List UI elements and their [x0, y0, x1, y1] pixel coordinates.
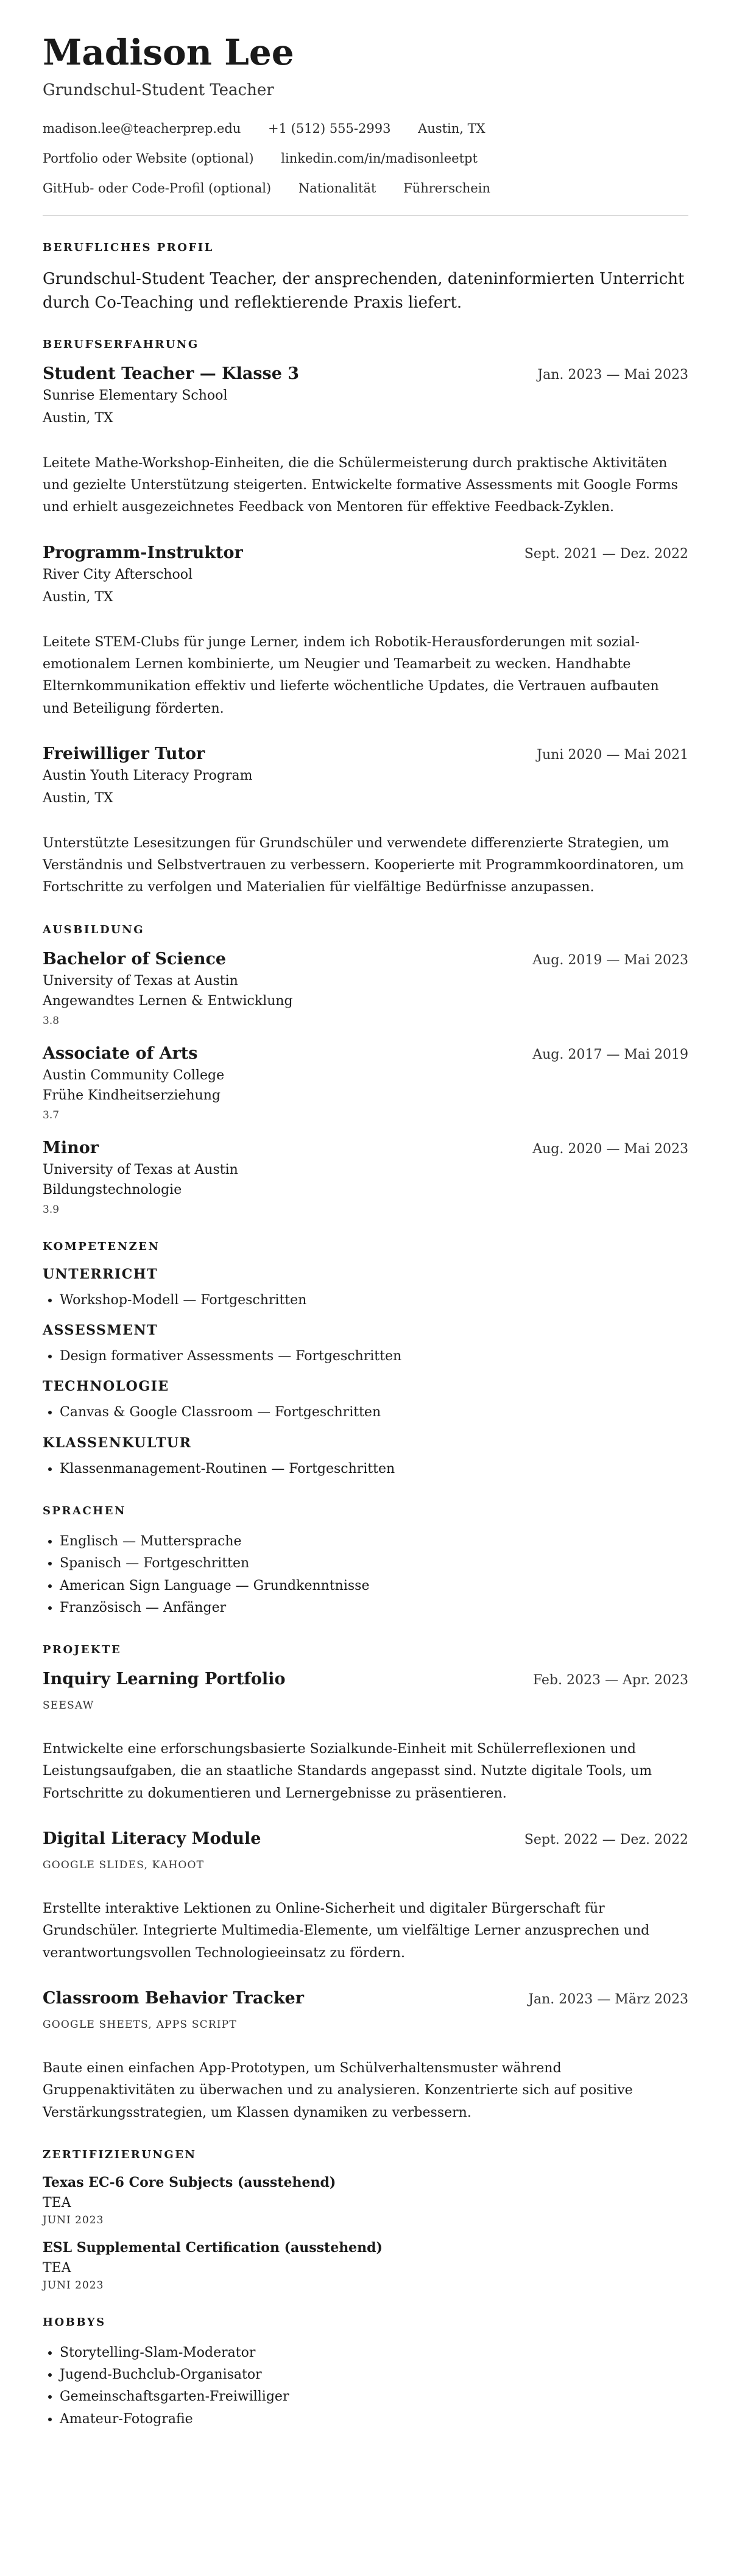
contact-line-2	[43, 151, 688, 166]
contact-line-3	[43, 181, 688, 196]
languages-section	[43, 1505, 688, 1619]
field-of-study: Bildungstechnologie	[43, 1182, 182, 1198]
job-location: Austin, TX	[43, 410, 113, 426]
project-tech: GOOGLE SLIDES, KAHOOT	[43, 1859, 205, 1872]
skill-item: • Canvas & Google Classroom — Fortgeschritten	[60, 1402, 688, 1424]
school-name: University of Texas at Austin	[43, 1162, 238, 1177]
field-of-study: Angewandtes Lernen & Entwicklung	[43, 993, 293, 1009]
experience-section	[43, 338, 688, 899]
contact-line-1	[43, 121, 688, 136]
skill-list	[43, 1346, 688, 1367]
experience-entry	[43, 543, 688, 720]
projects-section	[43, 1643, 688, 2124]
certification-name: Texas EC-6 Core Subjects (ausstehend)	[43, 2174, 336, 2190]
job-dates: Jan. 2023 — Mai 2023	[537, 367, 688, 383]
job-description: Unterstützte Lesesitzungen für Grundschüler und verwendete differenzierte Strategien, um Verständnis und Selbstvertrauen zu verbessern. Kooperierte mit Programmkoordinatoren, um Fortschritte zu verfolgen und Materialien für vielfältige Bedürfnisse anzupassen.	[43, 835, 684, 895]
section-title-education: AUSBILDUNG	[43, 923, 145, 936]
language-item: • Französisch — Anfänger	[60, 1597, 688, 1619]
job-title: Programm-Instruktor	[43, 543, 243, 562]
hobby-item: • Amateur-Fotografie	[60, 2408, 688, 2430]
degree-title: Bachelor of Science	[43, 949, 227, 969]
job-dates: Sept. 2021 — Dez. 2022	[524, 546, 688, 562]
job-title: Student Teacher — Klasse 3	[43, 364, 300, 383]
contact-github[interactable]: GitHub- oder Code-Profil (optional)	[43, 180, 272, 196]
job-location: Austin, TX	[43, 589, 113, 605]
job-organization: River City Afterschool	[43, 566, 193, 582]
job-organization: Sunrise Elementary School	[43, 387, 228, 403]
certification-date: JUNI 2023	[43, 2279, 104, 2292]
language-item: • Englisch — Muttersprache	[60, 1531, 688, 1553]
job-location: Austin, TX	[43, 790, 113, 806]
project-tech: GOOGLE SHEETS, APPS SCRIPT	[43, 2018, 237, 2031]
certification-issuer: TEA	[43, 2195, 71, 2211]
contact-phone[interactable]: +1 (512) 555-2993	[268, 121, 391, 136]
project-title: Classroom Behavior Tracker	[43, 1988, 304, 2008]
gpa-value: 3.8	[43, 1014, 60, 1027]
skill-item: • Design formativer Assessments — Fortgeschritten	[60, 1346, 688, 1367]
degree-dates: Aug. 2020 — Mai 2023	[532, 1141, 688, 1157]
skill-item: • Workshop-Modell — Fortgeschritten	[60, 1290, 688, 1311]
project-dates: Jan. 2023 — März 2023	[528, 1991, 688, 2007]
section-title-certifications: ZERTIFIZIERUNGEN	[43, 2148, 197, 2161]
contact-portfolio[interactable]: Portfolio oder Website (optional)	[43, 150, 254, 166]
school-name: University of Texas at Austin	[43, 973, 238, 989]
gpa-value: 3.7	[43, 1109, 60, 1121]
contact-location: Austin, TX	[418, 121, 486, 136]
certification-issuer: TEA	[43, 2260, 71, 2276]
degree-dates: Aug. 2017 — Mai 2019	[532, 1046, 688, 1062]
hobby-item: • Jugend-Buchclub-Organisator	[60, 2364, 688, 2386]
certification-date: JUNI 2023	[43, 2214, 104, 2226]
contact-linkedin[interactable]: linkedin.com/in/madisonleetpt	[281, 150, 478, 166]
gpa-value: 3.9	[43, 1203, 60, 1216]
section-title-hobbies: HOBBYS	[43, 2315, 106, 2329]
hobby-list	[43, 2342, 688, 2430]
skill-list	[43, 1290, 688, 1311]
degree-dates: Aug. 2019 — Mai 2023	[532, 952, 688, 968]
skill-list	[43, 1402, 688, 1424]
project-dates: Sept. 2022 — Dez. 2022	[524, 1832, 688, 1848]
job-organization: Austin Youth Literacy Program	[43, 768, 253, 783]
field-of-study: Frühe Kindheitserziehung	[43, 1087, 221, 1103]
experience-entry	[43, 364, 688, 519]
education-entry	[43, 1138, 688, 1216]
skill-category: UNTERRICHT	[43, 1266, 158, 1282]
section-title-languages: SPRACHEN	[43, 1504, 126, 1517]
education-entry	[43, 950, 688, 1027]
project-title: Digital Literacy Module	[43, 1829, 261, 1849]
skill-category: TECHNOLOGIE	[43, 1378, 169, 1395]
language-item: • Spanisch — Fortgeschritten	[60, 1553, 688, 1575]
project-entry	[43, 1829, 688, 1964]
contact-license: Führerschein	[403, 180, 490, 196]
skill-category: ASSESSMENT	[43, 1322, 158, 1339]
contact-nationality: Nationalität	[298, 180, 376, 196]
education-entry	[43, 1044, 688, 1121]
certification-name: ESL Supplemental Certification (ausstehend)	[43, 2239, 383, 2256]
language-list	[43, 1531, 688, 1619]
job-dates: Juni 2020 — Mai 2021	[537, 747, 688, 763]
project-dates: Feb. 2023 — Apr. 2023	[532, 1673, 688, 1689]
project-description: Erstellte interaktive Lektionen zu Online-Sicherheit und digitaler Bürgerschaft für Grundschüler. Integrierte Multimedia-Elemente, um vielfältige Lerner anzusprechen und verantwortungsvollen Technologieeinsatz zu fördern.	[43, 1901, 650, 1961]
project-entry	[43, 1670, 688, 1805]
education-section	[43, 923, 688, 1216]
section-title-profile: BERUFLICHES PROFIL	[43, 241, 214, 254]
language-item: • American Sign Language — Grundkenntnisse	[60, 1575, 688, 1597]
project-tech: SEESAW	[43, 1699, 94, 1712]
section-title-skills: KOMPETENZEN	[43, 1240, 160, 1253]
project-title: Inquiry Learning Portfolio	[43, 1670, 286, 1689]
experience-entry	[43, 744, 688, 899]
hobby-item: • Gemeinschaftsgarten-Freiwilliger	[60, 2386, 688, 2408]
school-name: Austin Community College	[43, 1067, 225, 1083]
degree-title: Minor	[43, 1138, 99, 1157]
profile-section	[43, 241, 688, 315]
job-description: Leitete STEM-Clubs für junge Lerner, indem ich Robotik-Herausforderungen mit sozial-emotionalem Lernen kombinierte, um Neugier und Teamarbeit zu wecken. Handhabte Elternkommunikation effektiv und lieferte wöchentliche Updates, die Vertrauen aufbauten und Beteiligung förderten.	[43, 634, 659, 716]
header-divider	[43, 215, 688, 216]
certifications-section	[43, 2148, 688, 2292]
job-description: Leitete Mathe-Workshop-Einheiten, die die Schülermeisterung durch praktische Aktivitäten und gezielte Unterstützung steigerten. Entwickelte formative Assessments mit Google Forms und erhielt ausgezeichnetes Feedback von Mentoren für effektive Feedback-Zyklen.	[43, 455, 678, 515]
certification-entry	[43, 2240, 688, 2292]
certification-entry	[43, 2175, 688, 2226]
project-entry	[43, 1989, 688, 2124]
skills-section	[43, 1240, 688, 1480]
skill-item: • Klassenmanagement-Routinen — Fortgeschritten	[60, 1458, 688, 1480]
section-title-projects: PROJEKTE	[43, 1643, 122, 1657]
profile-summary: Grundschul-Student Teacher, der ansprechenden, dateninformierten Unterricht durch Co-Teaching und reflektierende Praxis liefert.	[43, 269, 685, 312]
skill-list	[43, 1458, 688, 1480]
candidate-tagline: Grundschul-Student Teacher	[43, 80, 274, 99]
contact-email[interactable]: madison.lee@teacherprep.edu	[43, 121, 241, 136]
degree-title: Associate of Arts	[43, 1043, 198, 1063]
section-title-experience: BERUFSERFAHRUNG	[43, 337, 199, 351]
resume-header	[43, 34, 688, 196]
skill-category: KLASSENKULTUR	[43, 1434, 192, 1451]
hobby-item: • Storytelling-Slam-Moderator	[60, 2342, 688, 2364]
hobbies-section	[43, 2316, 688, 2430]
project-description: Baute einen einfachen App-Prototypen, um Schülverhaltensmuster während Gruppenaktivitäten zu überwachen und zu analysieren. Konzentrierte sich auf positive Verstärkungsstrategien, um Klassen dynamiken zu verbessern.	[43, 2060, 633, 2120]
project-description: Entwickelte eine erforschungsbasierte Sozialkunde-Einheit mit Schülerreflexionen und Leistungsaufgaben, die an staatliche Standards angepasst sind. Nutzte digitale Tools, um Fortschritte zu dokumentieren und Lernergebnisse zu präsentieren.	[43, 1741, 652, 1801]
job-title: Freiwilliger Tutor	[43, 744, 205, 763]
candidate-name: Madison Lee	[43, 32, 294, 73]
